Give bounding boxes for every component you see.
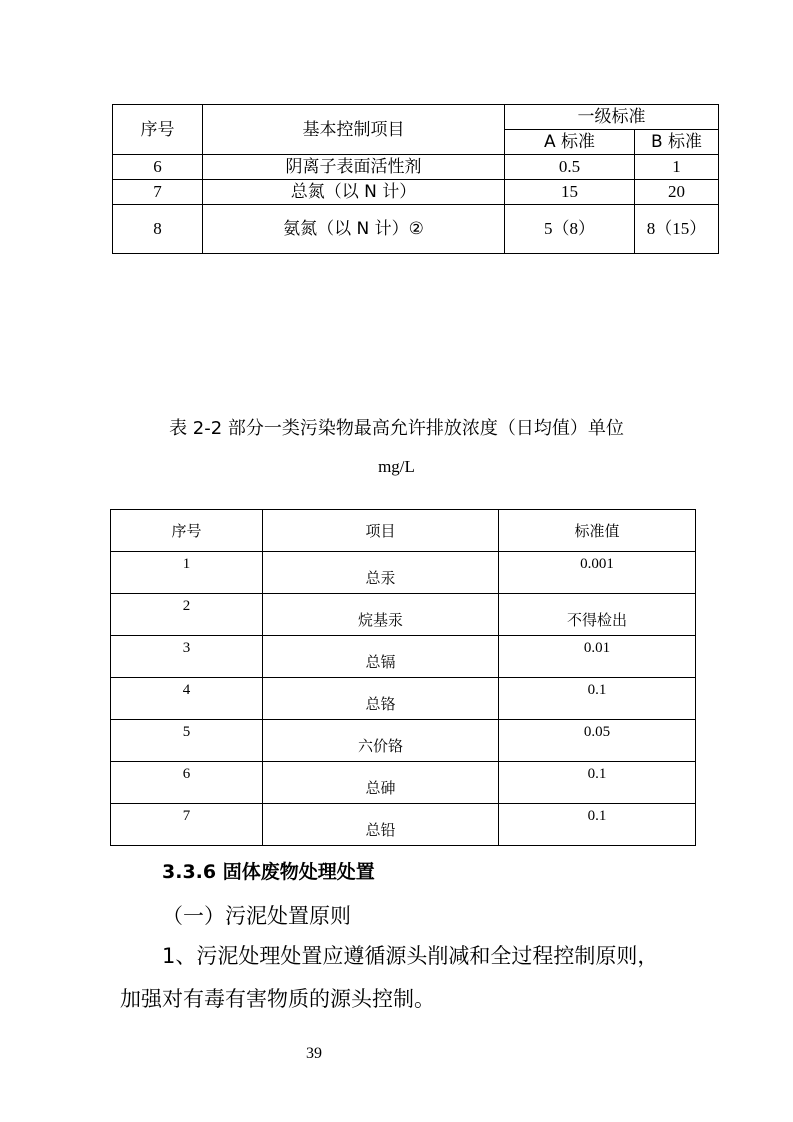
table-row [111,804,696,846]
cell-seq: 3 [182,640,191,656]
header-item: 基本控制项目 [203,105,505,155]
cell-item: 总氮（以 N 计） [203,180,505,205]
page-number: 39 [306,1045,322,1062]
cell-item: 总镉 [365,653,396,671]
cell-value: 0.1 [587,808,607,824]
cell-seq: 8 [113,205,203,254]
cell-seq: 1 [182,556,191,572]
table-header-row [113,105,719,130]
header-grade-one: 一级标准 [505,105,719,130]
cell-seq: 6 [182,766,191,782]
cell-std-b: 8（15） [635,205,719,254]
table-row [113,180,719,205]
cell-value: 0.05 [583,724,611,740]
table-row [113,205,719,254]
table-row [111,762,696,804]
cell-seq: 4 [182,682,191,698]
cell-item: 烷基汞 [357,611,403,629]
header-standard-b: B 标准 [635,130,719,155]
header-seq: 序号 [111,510,263,552]
cell-value: 0.01 [583,640,611,656]
table-row [111,678,696,720]
cell-std-a: 5（8） [505,205,635,254]
cell-item: 六价铬 [357,737,403,755]
section-subheading: （一）污泥处置原则 [162,904,351,928]
cell-seq: 5 [182,724,191,740]
cell-std-a: 15 [505,180,635,205]
table-row [113,155,719,180]
table-caption: 表 2-2 部分一类污染物最高允许排放浓度（日均值）单位 [169,418,624,439]
pollutant-table [110,509,696,846]
cell-item: 氨氮（以 N 计）② [203,205,505,254]
table-unit: mg/L [378,457,415,476]
cell-seq: 6 [113,155,203,180]
header-item: 项目 [263,510,499,552]
cell-seq: 2 [182,598,191,614]
cell-std-b: 1 [635,155,719,180]
standards-table [112,104,719,254]
table-row [111,720,696,762]
cell-item: 总铬 [365,695,396,713]
cell-seq: 7 [182,808,191,824]
cell-item: 总铅 [365,821,396,839]
cell-item: 阴离子表面活性剂 [203,155,505,180]
cell-value: 不得检出 [566,611,627,629]
table-row [111,552,696,594]
table-row [111,594,696,636]
header-seq: 序号 [113,105,203,155]
cell-item: 总砷 [365,779,396,797]
paragraph-line-2: 加强对有毒有害物质的源头控制。 [120,987,435,1011]
cell-value: 0.1 [587,682,607,698]
cell-value: 0.001 [580,556,614,572]
cell-seq: 7 [113,180,203,205]
cell-std-a: 0.5 [505,155,635,180]
header-value: 标准值 [499,510,696,552]
cell-value: 0.1 [587,766,607,782]
table-header-row [111,510,696,552]
paragraph-line-1: 1、污泥处理处置应遵循源头削减和全过程控制原则， [162,944,659,968]
header-standard-a: A 标准 [505,130,635,155]
section-heading: 3.3.6 固体废物处理处置 [162,861,375,883]
cell-item: 总汞 [365,569,396,587]
cell-std-b: 20 [635,180,719,205]
table-row [111,636,696,678]
